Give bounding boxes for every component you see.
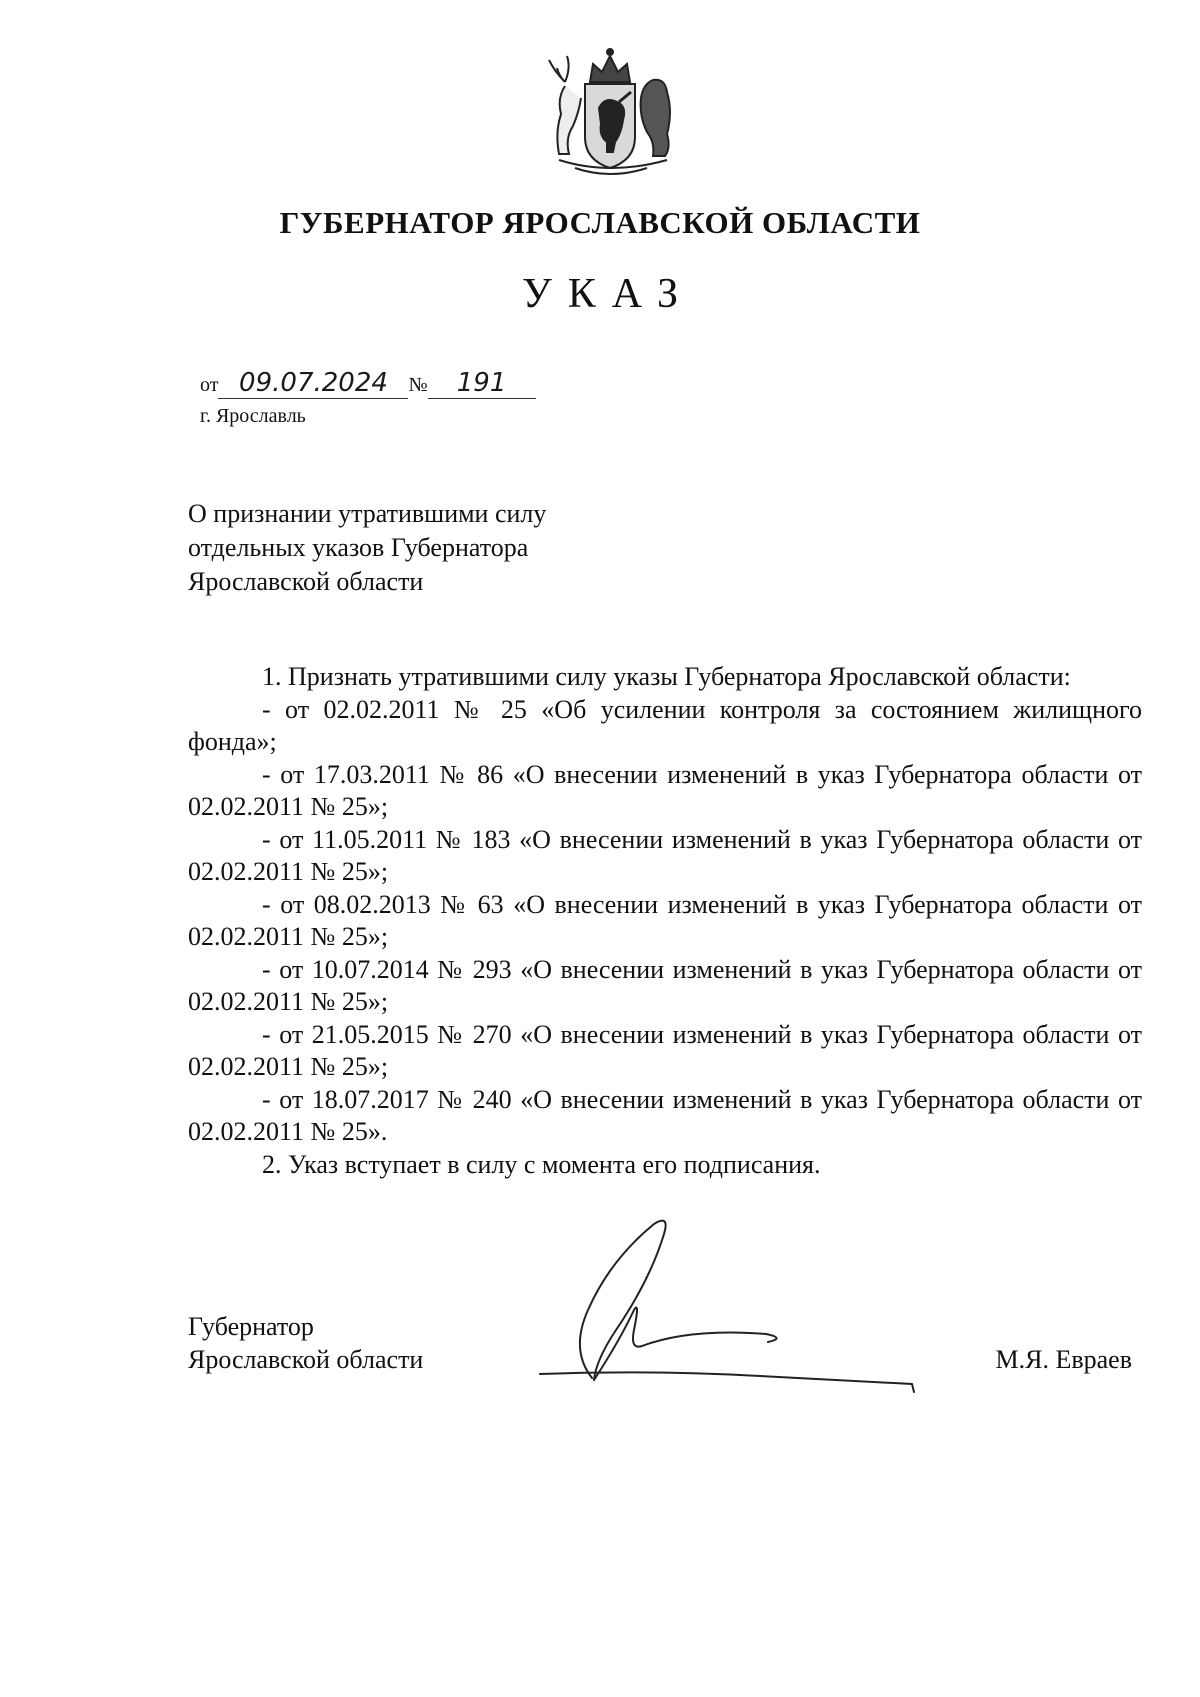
body-paragraph: - от 11.05.2011 № 183 «О внесении изменений в указ Губернатора области от 02.02.2011 № 25»; <box>188 824 1142 886</box>
date-prefix: от <box>200 374 219 396</box>
handwritten-signature <box>530 1210 940 1420</box>
body-paragraph: - от 10.07.2014 № 293 «О внесении изменений в указ Губернатора области от 02.02.2011 № 25»; <box>188 954 1142 1016</box>
body-paragraph: - от 02.02.2011 № 25 «Об усилении контроля за состоянием жилищного фонда»; <box>188 694 1142 756</box>
coat-of-arms-icon <box>535 42 685 182</box>
subject-line: Ярославской области <box>188 567 424 596</box>
document-number: 191 <box>428 368 536 399</box>
document-body <box>188 661 1142 1181</box>
position-line: Ярославской области <box>188 1345 424 1374</box>
body-paragraph: - от 17.03.2011 № 86 «О внесении изменений в указ Губернатора области от 02.02.2011 № 25»; <box>188 759 1142 821</box>
position-line: Губернатор <box>188 1312 314 1341</box>
body-paragraph: - от 21.05.2015 № 270 «О внесении изменений в указ Губернатора области от 02.02.2011 № 25»; <box>188 1019 1142 1081</box>
date-number-line <box>200 368 536 399</box>
body-paragraph: - от 18.07.2017 № 240 «О внесении изменений в указ Губернатора области от 02.02.2011 № 25». <box>188 1084 1142 1146</box>
body-paragraph: 2. Указ вступает в силу с момента его подписания. <box>262 1149 821 1179</box>
number-prefix: № <box>408 374 428 396</box>
document-subject <box>188 497 546 599</box>
body-paragraph: 1. Признать утратившими силу указы Губернатора Ярославской области: <box>262 662 1071 691</box>
subject-line: О признании утратившими силу <box>188 499 547 528</box>
city: г. Ярославль <box>200 405 306 427</box>
document-type: УКАЗ <box>521 271 695 317</box>
document-date: 09.07.2024 <box>218 368 408 399</box>
signatory-name: М.Я. Евраев <box>995 1345 1132 1374</box>
signatory-position <box>188 1310 423 1376</box>
issuing-authority: ГУБЕРНАТОР ЯРОСЛАВСКОЙ ОБЛАСТИ <box>279 205 921 240</box>
subject-line: отдельных указов Губернатора <box>188 533 529 562</box>
body-paragraph: - от 08.02.2013 № 63 «О внесении изменений в указ Губернатора области от 02.02.2011 № 25»; <box>188 889 1142 951</box>
